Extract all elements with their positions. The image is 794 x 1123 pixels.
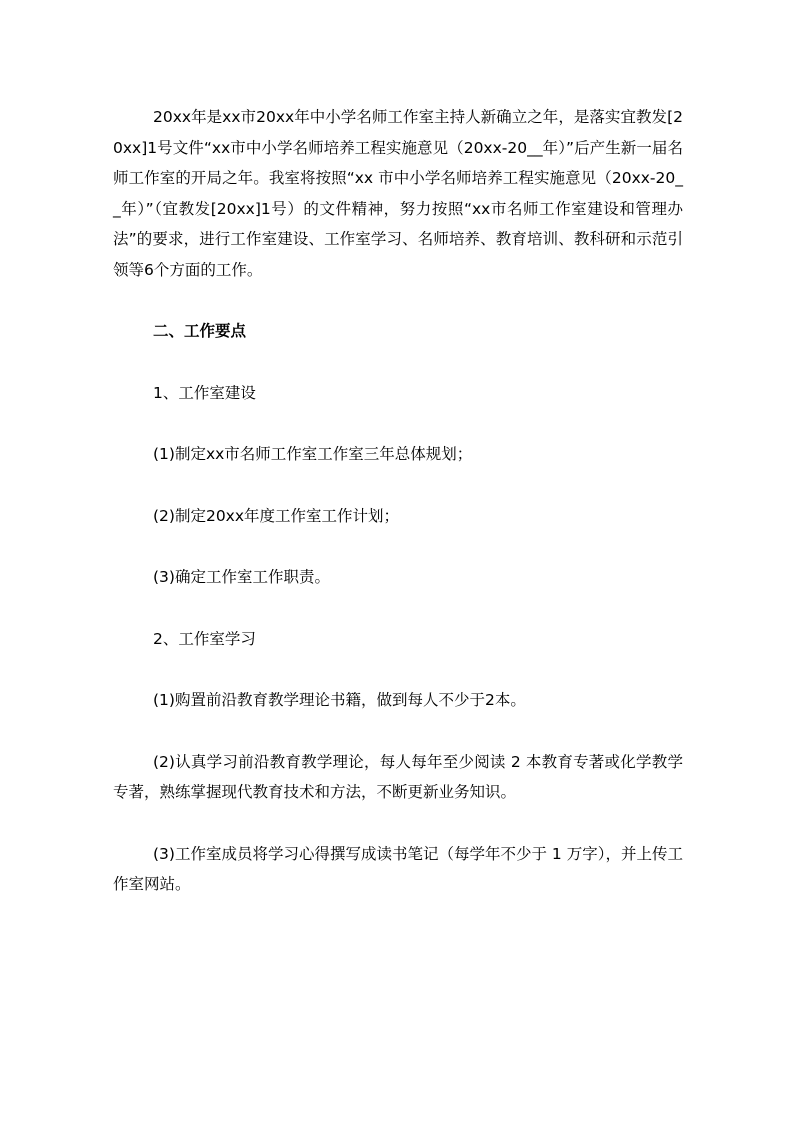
list-item: (1)购置前沿教育教学理论书籍，做到每人不少于2本。 (153, 691, 526, 709)
list-item: (1)制定xx市名师工作室工作室三年总体规划； (153, 445, 473, 463)
list-item: (3)工作室成员将学习心得撰写成读书笔记（每学年不少于 1 万字），并上传工作室网站。 (113, 844, 683, 893)
subsection-title: 2、工作室学习 (153, 629, 256, 648)
document-body (113, 102, 683, 900)
list-item: (2)制定20xx年度工作室工作计划； (153, 506, 400, 525)
list-item: (2)认真学习前沿教育教学理论，每人每年至少阅读 2 本教育专著或化学教学专著，熟练掌握现代教育技术和方法，不断更新业务知识。 (113, 752, 683, 801)
list-item: (3)确定工作室工作职责。 (153, 568, 330, 586)
intro-paragraph: 20xx年是xx市20xx年中小学名师工作室主持人新确立之年，是落实宜教发[20xx]1号文件“xx市中小学名师培养工程实施意见（20xx-20__年）”后产生新一届名师工作室的开局之年。我室将按照“xx 市中小学名师培养工程实施意见（20xx-20__年）”（宜教发[20xx]1号）的文件精神，努力按照“xx市名师工作室建设和管理办法”的要求，进行工作室建设、工作室学习、名师培养、教育培训、教科研和示范引领等6个方面的工作。 (113, 108, 683, 279)
section-heading: 二、工作要点 (153, 322, 247, 340)
subsection-title: 1、工作室建设 (153, 383, 256, 402)
